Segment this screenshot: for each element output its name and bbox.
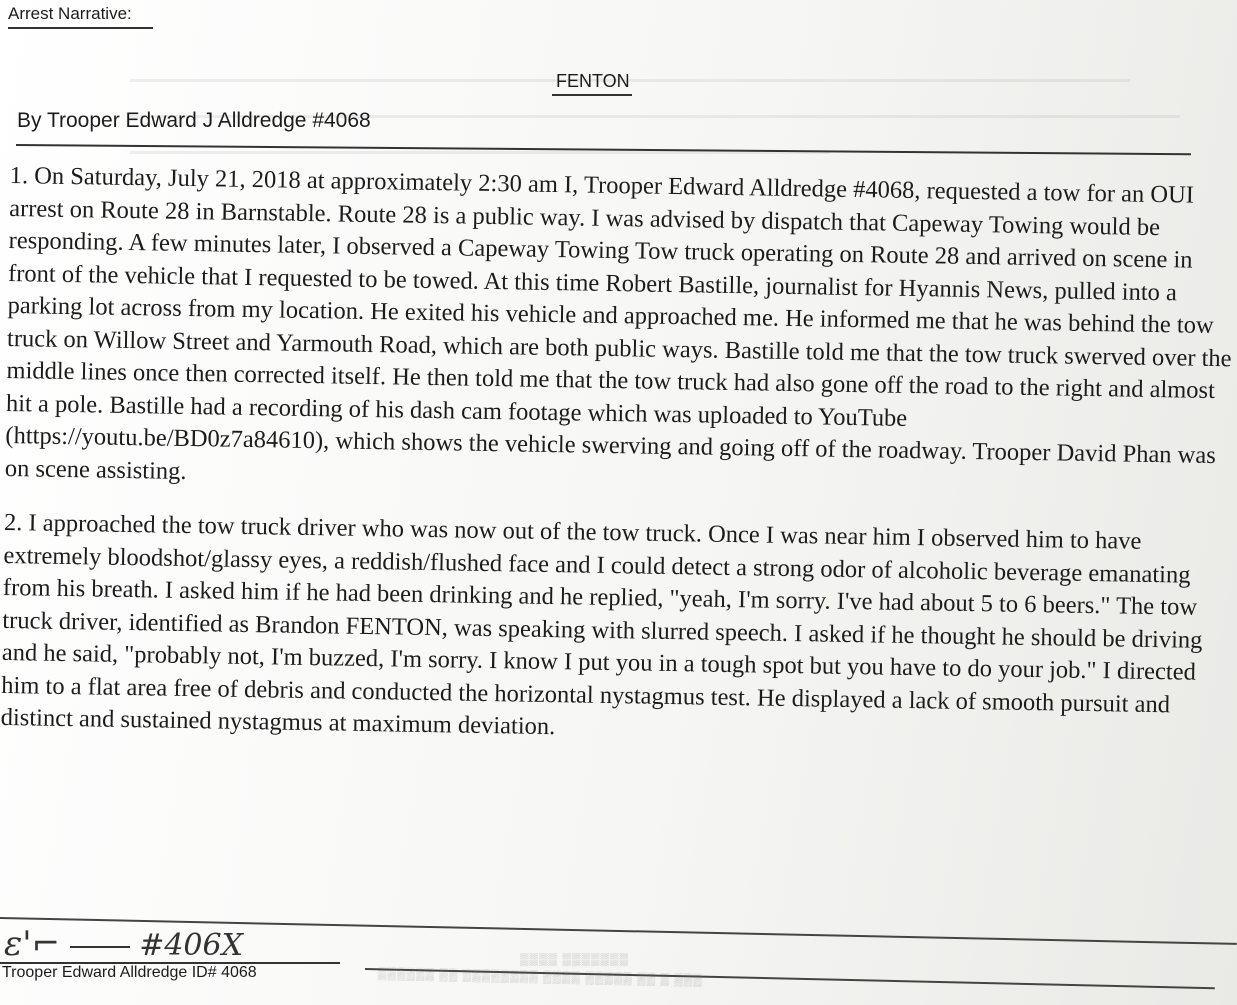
approval-stamp-faded: ▒▒▒▒ ▒▒▒▒▒▒▒: [520, 952, 629, 966]
section-label-underline: [8, 27, 153, 29]
section-label: Arrest Narrative:: [8, 4, 132, 23]
bleed-through-text: [130, 20, 1230, 164]
narrative-body: [0, 160, 1237, 755]
signer-name: Trooper Edward Alldredge ID# 4068: [2, 964, 257, 981]
narrative-paragraph-2: 2. I approached the tow truck driver who was now out of the tow truck. Once I was near him I observed him to have extremely bloodshot/glassy eyes, a reddish/flushed face and I could detect a strong odor of alcoholic beverage emanating from his breath. I asked him if he had been drinking and he replied, "yeah, I'm sorry. I've had about 5 to 6 beers." The tow truck driver, identified as Brandon FENTON, was speaking with slurred speech. I asked if he thought he should be driving and he said, "probably not, I'm buzzed, I'm sorry. I know I put you in a tough spot but you have to do your job." I directed him to a flat area free of debris and conducted the horizontal nystagmus test. He displayed a lack of smooth pursuit and distinct and sustained nystagmus at maximum deviation.: [0, 508, 1203, 741]
approval-byline-faded: ▒▒▒▒▒▒ ▒▒ ▒▒▒▒▒▒▒▒ ▒▒▒▒ ▒▒▒▒▒ ▒▒ ▒ ▒▒▒: [377, 966, 703, 987]
signature-badge-number: #406X: [139, 928, 243, 963]
subject-underline: [552, 94, 632, 96]
narrative-paragraph-1: 1. On Saturday, July 21, 2018 at approximately 2:30 am I, Trooper Edward Alldredge #4068, requested a tow for an OUI arrest on Route 28 in Barnstable. Route 28 is a public way. I was advised by dispatch that Capeway Towing would be responding. A few minutes later, I observed a Capeway Towing Tow truck operating on Route 28 and arrived on scene in front of the vehicle that I requested to be towed. At this time Robert Bastille, journalist for Hyannis News, pulled into a parking lot across from my location. He exited his vehicle and approached me. He informed me that he was behind the tow truck on Willow Street and Yarmouth Road, which are both public ways. Bastille told me that the tow truck swerved over the middle lines once then corrected itself. He then told me that the tow truck had also gone off the road to the right and almost hit a pole. Bastille had a recording of his dash cam footage which was uploaded to YouTube (https://youtu.be/BD0z7a84610), which shows the vehicle swerving and going off of the roadway. Trooper David Phan was on scene assisting.: [4, 161, 1232, 485]
subject-name: FENTON: [556, 71, 630, 91]
handwritten-signature: ɛ'⌐ #406X: [4, 924, 243, 964]
author-byline: By Trooper Edward J Alldredge #4068: [17, 109, 371, 132]
